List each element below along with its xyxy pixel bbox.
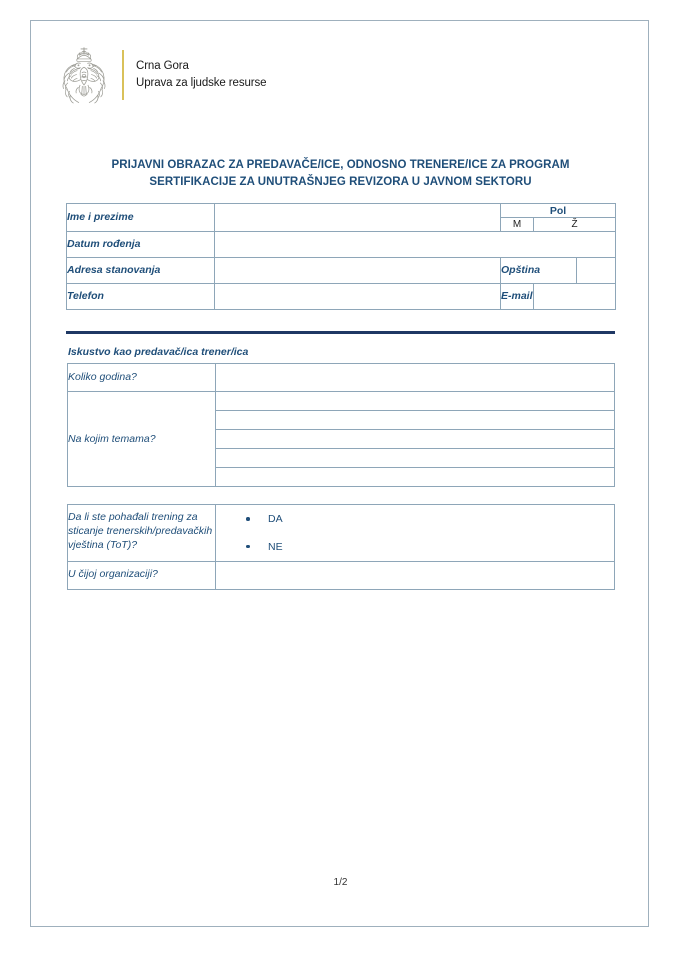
table-row: [67, 284, 616, 310]
experience-table: [67, 363, 615, 487]
years-input[interactable]: [216, 364, 615, 392]
table-row: [68, 392, 615, 411]
address-label: Adresa stanovanja: [67, 258, 215, 284]
table-row: [67, 258, 616, 284]
table-row: [68, 364, 615, 392]
table-row: [68, 562, 615, 590]
organizer-label: U čijoj organizaciji?: [68, 562, 216, 590]
tot-table: [67, 504, 615, 590]
tot-options-cell: [216, 505, 615, 562]
authority-label: Uprava za ljudske resurse: [136, 77, 267, 89]
phone-label: Telefon: [67, 284, 215, 310]
tot-option-da[interactable]: DA: [246, 514, 614, 525]
topics-label: Na kojim temama?: [68, 392, 216, 487]
phone-input[interactable]: [215, 284, 501, 310]
identity-table: [66, 203, 616, 310]
montenegro-coat-of-arms-icon: [56, 44, 112, 106]
birth-date-label: Datum rođenja: [67, 232, 215, 258]
tot-options-list: [216, 505, 614, 561]
years-label: Koliko godina?: [68, 364, 216, 392]
document-header: [56, 44, 266, 106]
table-row: [67, 232, 616, 258]
email-label: E-mail: [501, 284, 534, 310]
section-divider: [66, 331, 615, 334]
country-label: Crna Gora: [136, 60, 189, 73]
tot-question-label: Da li ste pohađali trening za sticanje trenerskih/predavačkih vještina (ToT)?: [68, 505, 216, 562]
organizer-input[interactable]: [216, 562, 615, 590]
address-input[interactable]: [215, 258, 501, 284]
header-gold-divider: [122, 50, 124, 100]
municipality-input[interactable]: [577, 258, 616, 284]
document-page: [30, 20, 649, 927]
page-title-line-2: SERTIFIKACIJE ZA UNUTRAŠNJEG REVIZORA U JAVNOM SEKTORU: [149, 175, 532, 188]
name-label: Ime i prezime: [67, 204, 215, 232]
birth-date-input[interactable]: [215, 232, 616, 258]
name-input[interactable]: [215, 204, 501, 232]
topics-input-row[interactable]: [216, 411, 615, 430]
gender-male-cell[interactable]: M: [501, 218, 534, 232]
tot-option-ne[interactable]: NE: [246, 542, 614, 553]
page-number: 1/2: [333, 877, 348, 888]
gender-female-cell[interactable]: Ž: [534, 218, 616, 232]
municipality-label: Opština: [501, 258, 577, 284]
topics-input-row[interactable]: [216, 392, 615, 411]
email-input[interactable]: [534, 284, 616, 310]
table-row: [67, 204, 616, 218]
page-title: [66, 157, 615, 190]
topics-input-row[interactable]: [216, 430, 615, 449]
gender-header: Pol: [501, 204, 616, 218]
topics-input-row[interactable]: [216, 468, 615, 487]
table-row: [68, 505, 615, 562]
page-title-line-1: PRIJAVNI OBRAZAC ZA PREDAVAČE/ICE, ODNOSNO TRENERE/ICE ZA PROGRAM: [111, 159, 570, 171]
topics-input-row[interactable]: [216, 449, 615, 468]
experience-section-heading: Iskustvo kao predavač/ica trener/ica: [68, 346, 249, 358]
